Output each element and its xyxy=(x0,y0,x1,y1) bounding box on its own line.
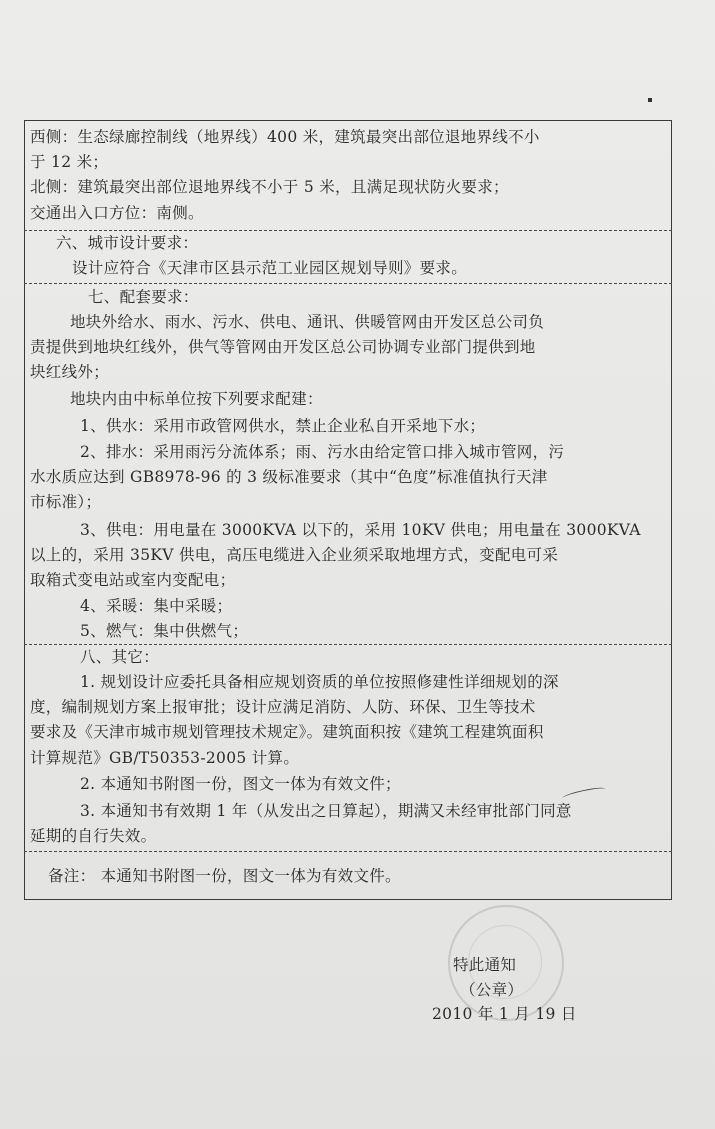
text-line: 1. 规划设计应委托具备相应规划资质的单位按照修建性详细规划的深 xyxy=(80,673,559,691)
text-line: 3、供电：用电量在 3000KVA 以下的，采用 10KV 供电；用电量在 3000KVA xyxy=(80,521,641,539)
text-line: 计算规范》GB/T50353-2005 计算。 xyxy=(30,749,300,767)
text-line: 地块内由中标单位按下列要求配建： xyxy=(70,390,323,408)
text-line: 取箱式变电站或室内变配电； xyxy=(30,571,236,589)
text-line: 设计应符合《天津市区县示范工业园区规划导则》要求。 xyxy=(72,259,468,277)
text-line: 水水质应达到 GB8978-96 的 3 级标准要求（其中“色度”标准值执行天津 xyxy=(30,468,548,486)
section-heading: 八、其它： xyxy=(80,648,160,666)
closing-text: 特此通知 xyxy=(453,956,517,974)
issue-date: 2010 年 1 月 19 日 xyxy=(432,1005,577,1023)
text-line: 交通出入口方位：南侧。 xyxy=(30,204,204,222)
section-heading: 六、城市设计要求： xyxy=(56,234,199,252)
text-line: 2. 本通知书附图一份，图文一体为有效文件； xyxy=(80,775,401,793)
text-line: 5、燃气：集中供燃气； xyxy=(80,622,249,640)
text-line: 3. 本通知书有效期 1 年（从发出之日算起），期满又未经审批部门同意 xyxy=(80,802,572,820)
text-line: 市标准）； xyxy=(30,493,102,511)
text-line: 于 12 米； xyxy=(30,153,109,171)
text-line: 4、采暖：集中采暖； xyxy=(80,597,233,615)
text-line: 延期的自行失效。 xyxy=(30,827,157,845)
ink-dot xyxy=(648,98,652,102)
text-line: 要求及《天津市城市规划管理技术规定》。建筑面积按《建筑工程建筑面积 xyxy=(30,723,544,741)
text-line: 以上的，采用 35KV 供电，高压电缆进入企业须采取地埋方式，变配电可采 xyxy=(30,546,559,564)
text-line: 地块外给水、雨水、污水、供电、通讯、供暖管网由开发区总公司负 xyxy=(70,313,545,331)
text-line: 度，编制规划方案上报审批；设计应满足消防、人防、环保、卫生等技术 xyxy=(30,698,536,716)
text-line: 北侧：建筑最突出部位退地界线不小于 5 米，且满足现状防火要求； xyxy=(30,178,509,196)
seal-label: （公章） xyxy=(460,981,524,999)
remark-text: 备注： 本通知书附图一份，图文一体为有效文件。 xyxy=(48,867,401,885)
section-heading: 七、配套要求： xyxy=(88,288,199,306)
section-divider xyxy=(24,851,672,852)
text-line: 责提供到地块红线外，供气等管网由开发区总公司协调专业部门提供到地 xyxy=(30,338,536,356)
text-line: 块红线外； xyxy=(30,363,110,381)
section-divider xyxy=(24,283,672,284)
text-line: 2、排水：采用雨污分流体系；雨、污水由给定管口排入城市管网，污 xyxy=(80,443,565,461)
text-line: 西侧：生态绿廊控制线（地界线）400 米，建筑最突出部位退地界线不小 xyxy=(30,128,540,146)
text-line: 1、供水：采用市政管网供水，禁止企业私自开采地下水； xyxy=(80,417,486,435)
